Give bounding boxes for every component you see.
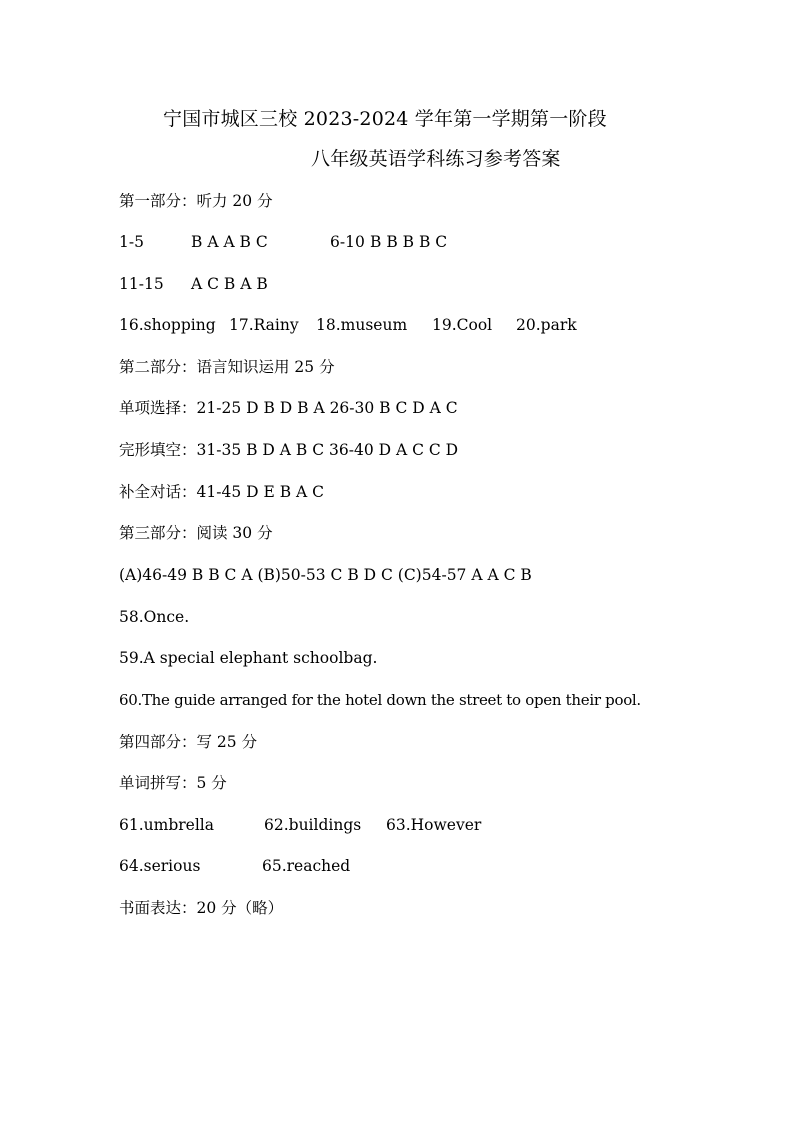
answer-19: 19.Cool [432, 316, 493, 334]
part1-row-11-15 [119, 273, 268, 295]
part2-heading: 第二部分：语言知识运用 25 分 [119, 358, 335, 376]
reading-choice-answers: (A)46-49 B B C A (B)50-53 C B D C (C)54-57 A A C B [119, 566, 532, 584]
label-11-15: 11-15 [119, 275, 164, 293]
spelling-row-61-63 [119, 814, 481, 836]
answer-65: 65.reached [262, 857, 351, 875]
part1-heading: 第一部分：听力 20 分 [119, 192, 273, 210]
document-title-line-1: 宁国市城区三校 2023-2024 学年第一学期第一阶段 [163, 108, 607, 130]
answers-1-5: B A A B C [191, 233, 268, 251]
answers-11-15: A C B A B [191, 275, 268, 293]
spelling-row-64-65 [119, 855, 350, 877]
label-1-5: 1-5 [119, 233, 144, 251]
answer-60: 60.The guide arranged for the hotel down the street to open their pool. [119, 691, 641, 709]
label-6-10: 6-10 [330, 233, 365, 251]
part3-heading: 第三部分：阅读 30 分 [119, 524, 273, 542]
part4-heading: 第四部分：写 25 分 [119, 733, 258, 751]
answer-58: 58.Once. [119, 608, 190, 626]
document-title-line-2: 八年级英语学科练习参考答案 [311, 148, 561, 170]
answer-59: 59.A special elephant schoolbag. [119, 649, 378, 667]
answers-6-10: B B B B C [370, 233, 448, 251]
writing-answer: 书面表达：20 分（略） [119, 899, 284, 917]
answer-17: 17.Rainy [229, 316, 299, 334]
answer-64: 64.serious [119, 857, 201, 875]
answer-61: 61.umbrella [119, 816, 214, 834]
answer-16: 16.shopping [119, 316, 216, 334]
dialogue-answers: 补全对话：41-45 D E B A C [119, 483, 325, 501]
part1-row-1-5-6-10 [119, 231, 447, 253]
answer-62: 62.buildings [264, 816, 362, 834]
single-choice-answers: 单项选择：21-25 D B D B A 26-30 B C D A C [119, 399, 458, 417]
answer-18: 18.museum [316, 316, 408, 334]
cloze-answers: 完形填空：31-35 B D A B C 36-40 D A C C D [119, 441, 459, 459]
part1-row-16-20 [119, 314, 577, 336]
answer-63: 63.However [386, 816, 482, 834]
answer-20: 20.park [516, 316, 577, 334]
spelling-heading: 单词拼写：5 分 [119, 774, 227, 792]
